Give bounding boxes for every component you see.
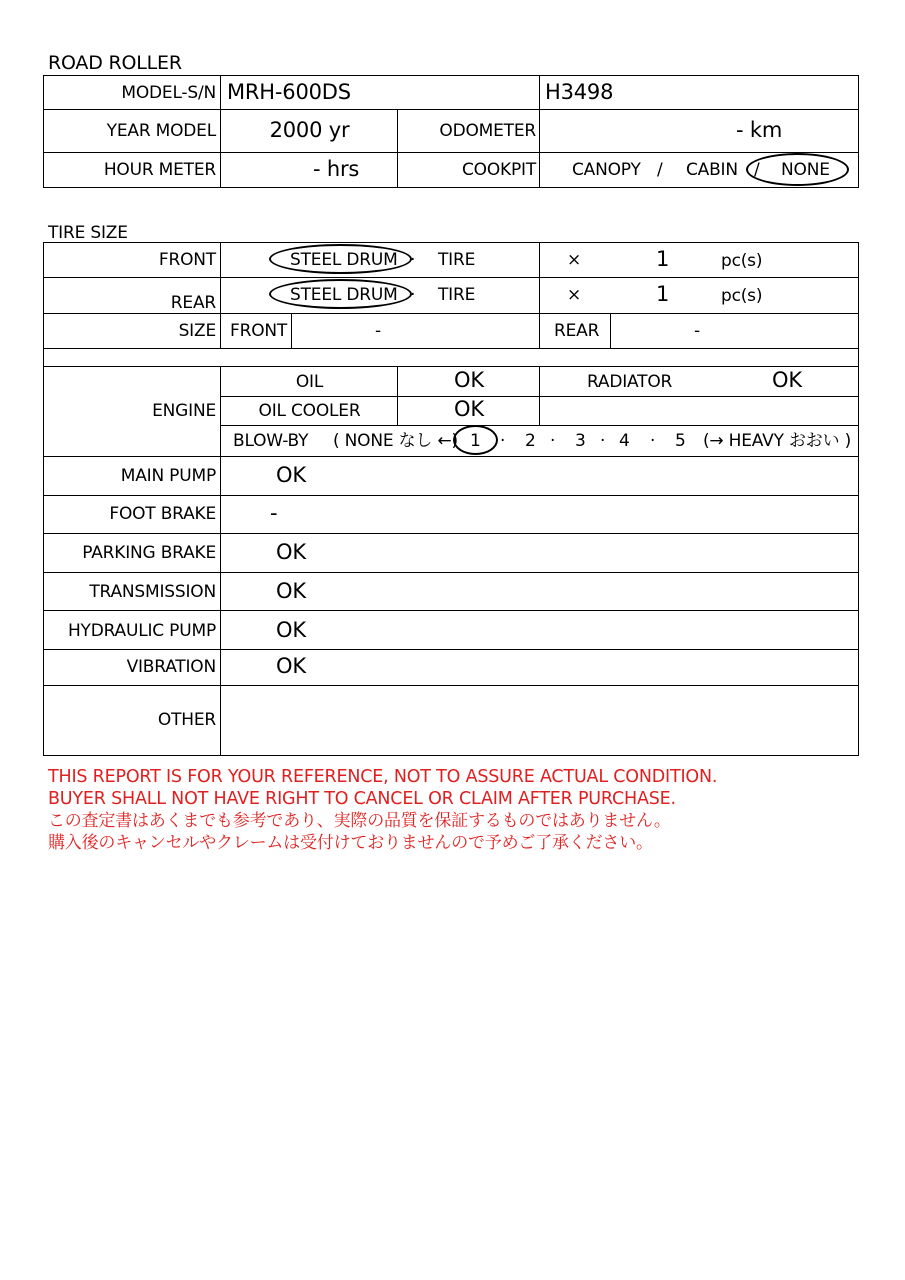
level-separator: ·	[650, 431, 656, 451]
divider	[539, 366, 540, 425]
oil-cooler-value: OK	[454, 397, 484, 421]
size-rear-value: -	[694, 321, 700, 341]
cockpit-none: NONE	[781, 160, 830, 180]
divider	[539, 75, 540, 188]
level-separator: ·	[550, 431, 556, 451]
transmission-label: TRANSMISSION	[89, 582, 216, 602]
front-quantity: 1	[656, 247, 670, 271]
front-tire-label: FRONT	[158, 250, 216, 270]
rear-tire-label: REAR	[170, 293, 216, 313]
cockpit-label: COOKPIT	[461, 160, 536, 180]
transmission-value: OK	[276, 579, 306, 603]
year-value: 2000 yr	[269, 118, 350, 142]
odometer-label: ODOMETER	[439, 121, 536, 141]
divider	[43, 277, 859, 278]
year-model-label: YEAR MODEL	[106, 121, 216, 141]
other-label: OTHER	[157, 710, 216, 730]
size-rear-label: REAR	[554, 321, 600, 341]
radiator-label: RADIATOR	[587, 372, 673, 392]
selection-circle	[453, 425, 498, 455]
parking-brake-label: PARKING BRAKE	[82, 543, 216, 563]
divider	[43, 313, 859, 314]
blowby-heavy-label: (→ HEAVY おおい )	[703, 431, 852, 451]
oil-value: OK	[454, 368, 484, 392]
parking-brake-value: OK	[276, 540, 306, 564]
hours-value: - hrs	[313, 157, 360, 181]
front-type-tire: TIRE	[438, 250, 476, 270]
tire-size-label: TIRE SIZE	[48, 223, 128, 243]
unit-label: pc(s)	[721, 286, 763, 306]
rear-quantity: 1	[656, 282, 670, 306]
selection-circle	[269, 279, 412, 309]
divider	[43, 109, 859, 110]
model-value: MRH-600DS	[227, 80, 351, 104]
foot-brake-value: -	[270, 501, 278, 525]
main-pump-label: MAIN PUMP	[120, 466, 216, 486]
divider	[539, 242, 540, 349]
divider	[43, 649, 859, 650]
times-sign: ×	[567, 250, 582, 270]
foot-brake-label: FOOT BRAKE	[109, 504, 216, 524]
size-front-label: FRONT	[230, 321, 288, 341]
odometer-value: - km	[736, 118, 783, 142]
radiator-value: OK	[772, 368, 802, 392]
divider	[43, 456, 859, 457]
level-separator: ·	[600, 431, 606, 451]
hydraulic-pump-label: HYDRAULIC PUMP	[67, 621, 216, 641]
serial-value: H3498	[545, 80, 614, 104]
disclaimer-line-4: 購入後のキャンセルやクレームは受付けておりませんので予めご了承ください。	[48, 833, 653, 853]
level-separator: ·	[500, 431, 506, 451]
type-separator: ·	[410, 250, 416, 270]
main-pump-value: OK	[276, 463, 306, 487]
divider	[43, 533, 859, 534]
blowby-level-2: 2	[525, 431, 536, 451]
front-type-steel-drum: STEEL DRUM	[290, 250, 398, 270]
size-front-value: -	[375, 321, 381, 341]
divider	[220, 75, 221, 188]
model-sn-label: MODEL-S/N	[121, 83, 216, 103]
unit-label: pc(s)	[721, 251, 763, 271]
divider	[43, 152, 859, 153]
cockpit-separator: /	[754, 160, 760, 180]
oil-label: OIL	[295, 372, 324, 392]
divider	[220, 242, 221, 349]
divider	[43, 572, 859, 573]
type-separator: ·	[410, 285, 416, 305]
selection-circle	[269, 244, 412, 274]
divider	[397, 109, 398, 188]
rear-type-steel-drum: STEEL DRUM	[290, 285, 398, 305]
size-label: SIZE	[178, 321, 216, 341]
blowby-level-5: 5	[675, 431, 686, 451]
blowby-label: BLOW-BY	[233, 431, 309, 451]
disclaimer-line-2: BUYER SHALL NOT HAVE RIGHT TO CANCEL OR CLAIM AFTER PURCHASE.	[48, 789, 676, 809]
disclaimer-line-1: THIS REPORT IS FOR YOUR REFERENCE, NOT TO ASSURE ACTUAL CONDITION.	[48, 767, 718, 787]
divider	[43, 610, 859, 611]
times-sign: ×	[567, 285, 582, 305]
hydraulic-pump-value: OK	[276, 618, 306, 642]
blowby-level-4: 4	[619, 431, 630, 451]
selection-circle	[746, 153, 849, 186]
rear-type-tire: TIRE	[438, 285, 476, 305]
divider	[220, 425, 859, 426]
oil-cooler-label: OIL COOLER	[258, 401, 361, 421]
engine-label: ENGINE	[152, 401, 216, 421]
divider	[43, 685, 859, 686]
blowby-level-3: 3	[575, 431, 586, 451]
divider	[291, 313, 292, 349]
disclaimer-line-3: この査定書はあくまでも参考であり、実際の品質を保証するものではありません。	[48, 811, 671, 831]
blowby-level-1: 1	[470, 431, 481, 451]
divider	[43, 495, 859, 496]
blowby-none-label: ( NONE なし ←)	[333, 431, 458, 451]
spacer-row	[43, 347, 859, 367]
divider	[610, 313, 611, 349]
hour-meter-label: HOUR METER	[103, 160, 216, 180]
divider	[397, 366, 398, 425]
vibration-label: VIBRATION	[126, 657, 216, 677]
page-title: ROAD ROLLER	[48, 52, 182, 74]
cockpit-cabin: CABIN	[686, 160, 738, 180]
cockpit-canopy: CANOPY	[572, 160, 641, 180]
vibration-value: OK	[276, 654, 306, 678]
cockpit-separator: /	[657, 160, 663, 180]
